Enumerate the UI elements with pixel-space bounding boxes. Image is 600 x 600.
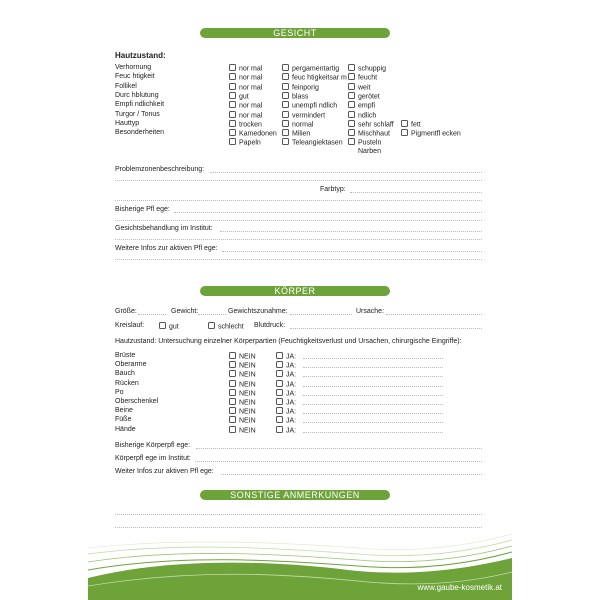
checkbox[interactable]	[276, 370, 283, 377]
height-line[interactable]	[138, 314, 166, 315]
body-part-no[interactable]: NEIN	[229, 426, 256, 436]
checkbox[interactable]	[282, 73, 289, 80]
face-option[interactable]: Kamedonen	[229, 129, 277, 139]
face-row-label: Turgor / Tonus	[115, 110, 160, 118]
notes-line-2[interactable]	[115, 527, 482, 528]
previous-care-label: Bisherige Pfl ege:	[115, 206, 170, 213]
checkbox[interactable]	[229, 73, 236, 80]
section-banner-other: SONSTIGE ANMERKUNGEN	[200, 490, 390, 500]
checkbox[interactable]	[229, 92, 236, 99]
body-part-yes[interactable]: JA:	[276, 380, 296, 390]
checkbox[interactable]	[401, 120, 408, 127]
body-part-label: Rücken	[115, 379, 139, 387]
checkbox[interactable]	[229, 389, 236, 396]
face-option[interactable]: Pusteln	[348, 138, 381, 148]
checkbox[interactable]	[229, 101, 236, 108]
body-institute-care-line[interactable]	[195, 461, 482, 462]
body-part-label: Beine	[115, 407, 133, 415]
body-part-notes-line[interactable]	[303, 395, 443, 396]
section-banner-body: KÖRPER	[200, 286, 390, 296]
body-part-notes-line[interactable]	[303, 367, 443, 368]
checkbox[interactable]	[276, 407, 283, 414]
face-row-label: Follikel	[115, 82, 137, 90]
body-part-notes-line[interactable]	[303, 376, 443, 377]
face-option[interactable]: sehr schlaff	[348, 120, 394, 130]
body-part-yes[interactable]: JA:	[276, 370, 296, 380]
body-part-no[interactable]: NEIN	[229, 398, 256, 408]
checkbox[interactable]	[282, 64, 289, 71]
checkbox[interactable]	[229, 398, 236, 405]
cause-label: Ursache:	[356, 308, 385, 315]
weight-gain-line[interactable]	[290, 314, 352, 315]
body-part-yes[interactable]: JA:	[276, 361, 296, 371]
face-option[interactable]: trocken	[229, 120, 262, 130]
body-part-yes[interactable]: JA:	[276, 416, 296, 426]
checkbox[interactable]	[276, 426, 283, 433]
face-option[interactable]: weit	[348, 83, 370, 93]
face-option[interactable]: feuc htigkeitsar m	[282, 73, 347, 83]
face-option[interactable]: nor mal	[229, 73, 262, 83]
facial-treatment-label: Gesichtsbehandlung im Institut:	[115, 225, 213, 232]
body-part-yes[interactable]: JA:	[276, 426, 296, 436]
face-option[interactable]: Teleangiektasen	[282, 138, 343, 148]
checkbox[interactable]	[276, 416, 283, 423]
height-label: Größe:	[115, 308, 137, 315]
checkbox[interactable]	[229, 361, 236, 368]
body-part-notes-line[interactable]	[303, 386, 443, 387]
circulation-bad[interactable]: schlecht	[208, 322, 244, 332]
checkbox[interactable]	[348, 111, 355, 118]
checkbox[interactable]	[348, 129, 355, 136]
body-further-info-line[interactable]	[221, 474, 482, 475]
face-option[interactable]: gut	[229, 92, 249, 102]
checkbox[interactable]	[282, 83, 289, 90]
face-line-6[interactable]	[115, 259, 482, 260]
checkbox[interactable]	[229, 380, 236, 387]
checkbox[interactable]	[401, 129, 408, 136]
face-line-3[interactable]	[115, 200, 482, 201]
checkbox[interactable]	[348, 83, 355, 90]
face-option[interactable]: normal	[282, 120, 313, 130]
checkbox[interactable]	[229, 111, 236, 118]
face-line-4[interactable]	[115, 220, 482, 221]
body-part-yes[interactable]: JA:	[276, 407, 296, 417]
website-url[interactable]: www.gaube-kosmetik.at	[417, 583, 502, 592]
body-further-info-label: Weiter Infos zur aktiven Pfl ege:	[115, 468, 214, 475]
face-option[interactable]: schuppig	[348, 64, 386, 74]
checkbox[interactable]	[229, 370, 236, 377]
face-option[interactable]: unempfi ndlich	[282, 101, 337, 111]
checkbox[interactable]	[348, 92, 355, 99]
body-part-yes[interactable]: JA:	[276, 398, 296, 408]
further-info-line[interactable]	[222, 251, 482, 252]
blood-pressure-line[interactable]	[290, 328, 482, 329]
face-row-label: Verhornung	[115, 64, 152, 71]
body-part-no[interactable]: NEIN	[229, 416, 256, 426]
checkbox[interactable]	[348, 73, 355, 80]
body-part-yes[interactable]: JA:	[276, 352, 296, 362]
face-option[interactable]: nor mal	[229, 83, 262, 93]
problem-zone-line-2[interactable]	[115, 180, 482, 181]
body-part-notes-line[interactable]	[303, 413, 443, 414]
checkbox[interactable]	[208, 322, 215, 329]
face-option-extra: Narben	[358, 147, 381, 155]
cause-line[interactable]	[386, 314, 482, 315]
body-part-yes[interactable]: JA:	[276, 389, 296, 399]
weight-label: Gewicht:	[171, 308, 199, 315]
body-part-no[interactable]: NEIN	[229, 380, 256, 390]
checkbox[interactable]	[282, 101, 289, 108]
body-part-label: Füße	[115, 416, 132, 424]
checkbox[interactable]	[229, 416, 236, 423]
face-option[interactable]: Mischhaut	[348, 129, 390, 139]
face-option[interactable]: feinporig	[282, 83, 319, 93]
checkbox[interactable]	[229, 120, 236, 127]
body-part-label: Hände	[115, 425, 136, 433]
checkbox[interactable]	[348, 64, 355, 71]
checkbox[interactable]	[276, 389, 283, 396]
checkbox[interactable]	[229, 352, 236, 359]
body-previous-care-label: Bisherige Körperpfl ege:	[115, 442, 191, 449]
body-skin-condition-text: Hautzustand: Untersuchung einzelner Körperpartien (Feuchtigkeitsverlust und Ursachen, chirurgische Eingriffe):	[115, 338, 462, 345]
body-part-no[interactable]: NEIN	[229, 389, 256, 399]
face-row-label: Feuc htigkeit	[115, 73, 155, 81]
body-part-no[interactable]: NEIN	[229, 407, 256, 417]
checkbox[interactable]	[348, 120, 355, 127]
checkbox[interactable]	[282, 92, 289, 99]
previous-care-line[interactable]	[174, 212, 482, 213]
body-part-label: Brüste	[115, 352, 136, 359]
body-part-label: Oberarme	[115, 361, 147, 369]
body-part-label: Bauch	[115, 370, 135, 378]
face-option[interactable]: Milien	[282, 129, 310, 139]
checkbox[interactable]	[276, 398, 283, 405]
body-part-label: Oberschenkel	[115, 398, 159, 405]
color-type-label: Farbtyp:	[320, 186, 346, 193]
body-part-notes-line[interactable]	[303, 432, 443, 433]
checkbox[interactable]	[282, 111, 289, 118]
circulation-good[interactable]: gut	[159, 322, 179, 332]
body-part-notes-line[interactable]	[303, 358, 443, 359]
color-type-line[interactable]	[350, 192, 482, 193]
face-option[interactable]: empfi	[348, 101, 375, 111]
face-option[interactable]: nor mal	[229, 64, 262, 74]
section-banner-face: GESICHT	[200, 28, 390, 38]
skin-condition-heading: Hautzustand:	[115, 51, 166, 60]
weight-gain-label: Gewichtszunahme:	[228, 308, 288, 315]
face-option[interactable]: feucht	[348, 73, 377, 83]
face-option[interactable]: ndlich	[348, 111, 376, 121]
problem-zone-label: Problemzonenbeschreibung:	[115, 166, 205, 173]
body-institute-care-label: Körperpfl ege im Institut:	[115, 455, 191, 462]
blood-pressure-label: Blutdruck:	[254, 322, 286, 329]
checkbox[interactable]	[229, 129, 236, 136]
body-previous-care-line[interactable]	[196, 448, 482, 449]
checkbox[interactable]	[229, 407, 236, 414]
checkbox[interactable]	[276, 361, 283, 368]
checkbox[interactable]	[282, 129, 289, 136]
face-row-label: Durc hblutung	[115, 91, 159, 99]
body-part-no[interactable]: NEIN	[229, 370, 256, 380]
weight-line[interactable]	[198, 314, 226, 315]
face-option[interactable]: Pigmentfl ecken	[401, 129, 461, 139]
checkbox[interactable]	[229, 64, 236, 71]
face-row-label: Hauttyp	[115, 119, 140, 127]
face-option[interactable]: gerötet	[348, 92, 380, 102]
checkbox[interactable]	[348, 101, 355, 108]
checkbox[interactable]	[229, 426, 236, 433]
checkbox[interactable]	[229, 83, 236, 90]
form-page	[88, 0, 512, 600]
checkbox[interactable]	[282, 120, 289, 127]
checkbox[interactable]	[348, 138, 355, 145]
further-info-label: Weitere Infos zur aktiven Pfl ege:	[115, 245, 218, 252]
face-row-label: Empfi ndlichkeit	[115, 101, 165, 109]
face-row-label: Besonderheiten	[115, 129, 165, 137]
notes-line-1[interactable]	[115, 514, 482, 515]
face-option[interactable]: fett	[401, 120, 421, 130]
body-part-label: Po	[115, 388, 124, 396]
body-part-no[interactable]: NEIN	[229, 352, 256, 362]
checkbox[interactable]	[276, 352, 283, 359]
checkbox[interactable]	[229, 138, 236, 145]
checkbox[interactable]	[159, 322, 166, 329]
face-option[interactable]: pergamentartig	[282, 64, 339, 74]
checkbox[interactable]	[276, 380, 283, 387]
body-part-notes-line[interactable]	[303, 422, 443, 423]
face-option[interactable]: vermindert	[282, 111, 325, 121]
problem-zone-line[interactable]	[210, 172, 482, 173]
face-option[interactable]: nor mal	[229, 101, 262, 111]
facial-treatment-line[interactable]	[220, 231, 482, 232]
face-option[interactable]: nor mal	[229, 111, 262, 121]
face-option[interactable]: blass	[282, 92, 308, 102]
face-option[interactable]: Papeln	[229, 138, 261, 148]
checkbox[interactable]	[282, 138, 289, 145]
face-line-5[interactable]	[115, 239, 482, 240]
circulation-label: Kreislauf:	[115, 322, 145, 329]
body-part-notes-line[interactable]	[303, 404, 443, 405]
body-part-no[interactable]: NEIN	[229, 361, 256, 371]
